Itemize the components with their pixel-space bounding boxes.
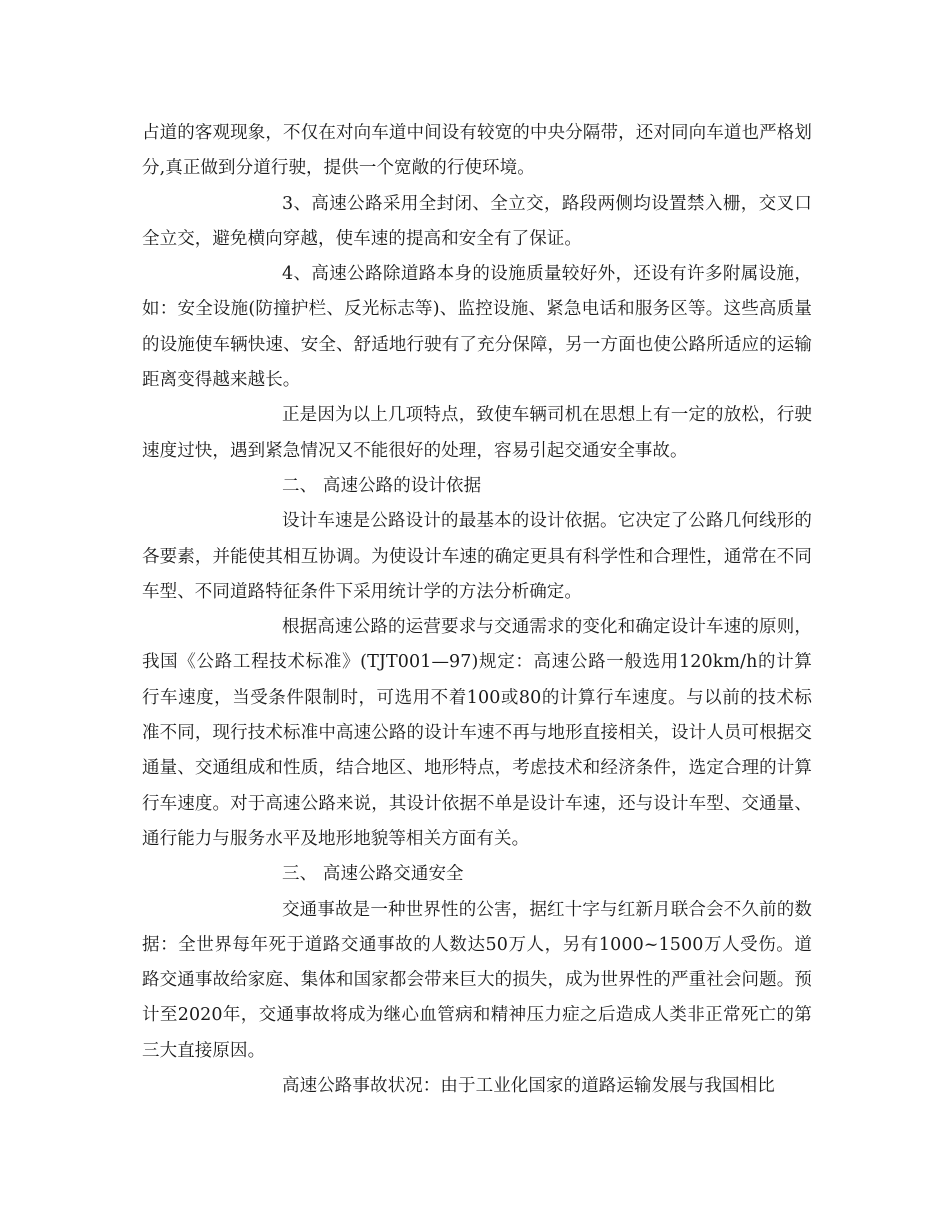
section-heading-design-basis: 二、 高速公路的设计依据 bbox=[282, 475, 482, 496]
paragraph-continuation: 占道的客观现象，不仅在对向车道中间设有较宽的中央分隔带，还对同向车道也严格划分,真正做到分道行驶，提供一个宽敞的行使环境。 bbox=[142, 123, 812, 179]
paragraph-accident-status: 高速公路事故状况：由于工业化国家的道路运输发展与我国相比 bbox=[282, 1076, 775, 1097]
section-heading-traffic-safety: 三、 高速公路交通安全 bbox=[282, 864, 464, 885]
paragraph-summary: 正是因为以上几项特点，致使车辆司机在思想上有一定的放松，行驶速度过快，遇到紧急情况又不能很好的处理，容易引起交通安全事故。 bbox=[142, 405, 812, 461]
paragraph-standards: 根据高速公路的运营要求与交通需求的变化和确定设计车速的原则，我国《公路工程技术标准》(TJT001—97)规定：高速公路一般选用120km/h的计算行车速度，当受条件限制时，可选用不着100或80的计算行车速度。与以前的技术标准不同，现行技术标准中高速公路的设计车速不再与地形直接相关，设计人员可根据交通量、交通组成和性质，结合地区、地形特点，考虑技术和经济条件，选定合理的计算行车速度。对于高速公路来说，其设计依据不单是设计车速，还与设计车型、交通量、通行能力与服务水平及地形地貌等相关方面有关。 bbox=[142, 617, 812, 849]
paragraph-design-speed: 设计车速是公路设计的最基本的设计依据。它决定了公路几何线形的各要素，并能使其相互协调。为使设计车速的确定更具有科学性和合理性，通常在不同车型、不同道路特征条件下采用统计学的方法分析确定。 bbox=[142, 511, 812, 602]
paragraph-accident-statistics: 交通事故是一种世界性的公害，据红十字与红新月联合会不久前的数据：全世界每年死于道路交通事故的人数达50万人，另有1000~1500万人受伤。道路交通事故给家庭、集体和国家都会带来巨大的损失，成为世界性的严重社会问题。预计至2020年，交通事故将成为继心血管病和精神压力症之后造成人类非正常死亡的第三大直接原因。 bbox=[142, 899, 812, 1061]
paragraph-item-3: 3、高速公路采用全封闭、全立交，路段两侧均设置禁入栅，交叉口全立交，避免横向穿越，使车速的提高和安全有了保证。 bbox=[142, 193, 812, 249]
document-body bbox=[142, 116, 812, 1104]
paragraph-item-4: 4、高速公路除道路本身的设施质量较好外，还设有许多附属设施，如：安全设施(防撞护栏、反光标志等)、监控设施、紧急电话和服务区等。这些高质量的设施使车辆快速、安全、舒适地行驶有了充分保障，另一方面也使公路所适应的运输距离变得越来越长。 bbox=[142, 264, 812, 391]
